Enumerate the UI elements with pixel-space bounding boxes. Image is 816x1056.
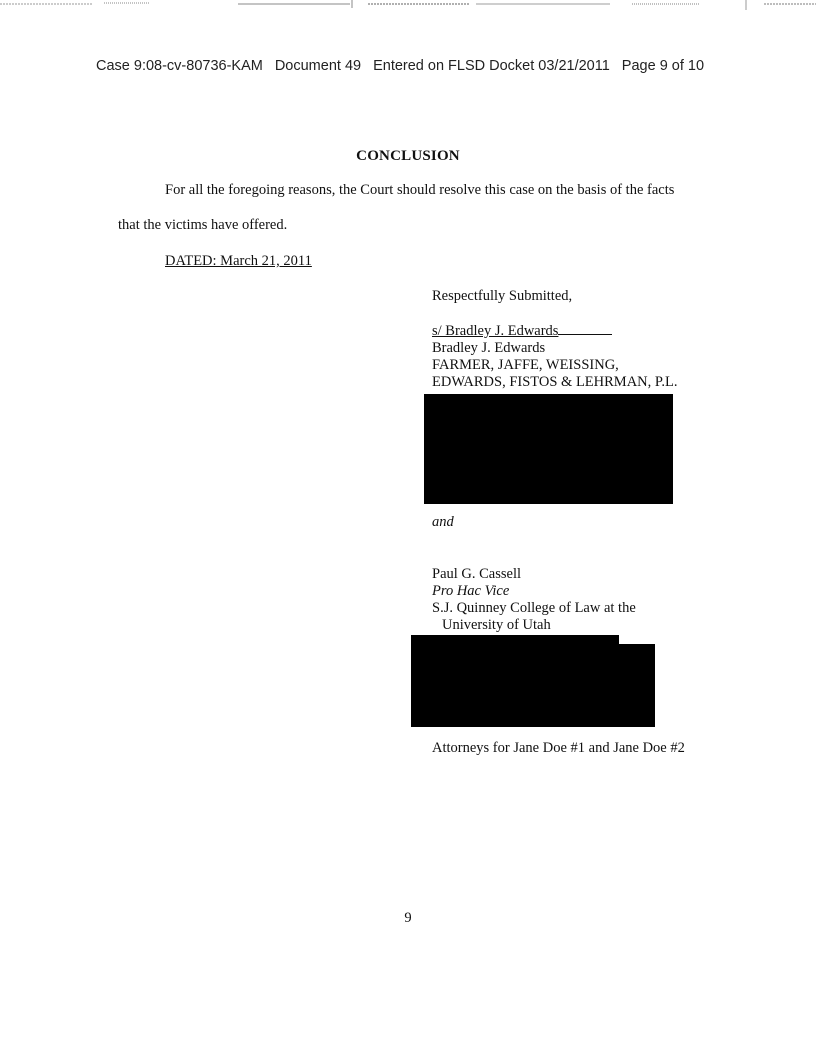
- electronic-signature: s/ Bradley J. Edwards: [432, 323, 559, 339]
- scan-artifact-top: [0, 0, 816, 14]
- conclusion-paragraph-line-1: For all the foregoing reasons, the Court should resolve this case on the basis of the facts: [165, 182, 675, 198]
- redaction-box-address-2: [411, 644, 655, 727]
- signature-block-edwards: [432, 322, 677, 391]
- respectfully-submitted: Respectfully Submitted,: [432, 288, 573, 304]
- header-page-count: Page 9 of 10: [621, 58, 705, 74]
- attorneys-for-line: Attorneys for Jane Doe #1 and Jane Doe #2: [432, 740, 685, 756]
- conjunction-and: and: [432, 514, 454, 530]
- school-line-1: S.J. Quinney College of Law at the: [432, 600, 636, 616]
- attorney-name-cassell: Paul G. Cassell: [432, 566, 522, 582]
- pro-hac-vice: Pro Hac Vice: [432, 583, 510, 599]
- header-document-number: Document 49: [274, 58, 362, 74]
- signature-blank-line: [558, 322, 612, 335]
- page-number: 9: [404, 910, 412, 926]
- signature-line: [432, 322, 677, 340]
- header-case-number: Case 9:08-cv-80736-KAM: [96, 58, 263, 74]
- signature-block-cassell: [432, 566, 636, 634]
- docket-header: [96, 58, 796, 74]
- school-line-2: University of Utah: [442, 617, 551, 633]
- attorney-name-edwards: Bradley J. Edwards: [432, 340, 546, 356]
- firm-name-line-1: FARMER, JAFFE, WEISSING,: [432, 357, 619, 373]
- redaction-box-address-1: [424, 394, 673, 504]
- conclusion-paragraph-line-2: that the victims have offered.: [118, 217, 288, 233]
- dated-line: DATED: March 21, 2011: [165, 253, 312, 269]
- header-entered-date: Entered on FLSD Docket 03/21/2011: [373, 58, 610, 74]
- section-heading: CONCLUSION: [356, 148, 460, 164]
- firm-name-line-2: EDWARDS, FISTOS & LEHRMAN, P.L.: [432, 374, 678, 390]
